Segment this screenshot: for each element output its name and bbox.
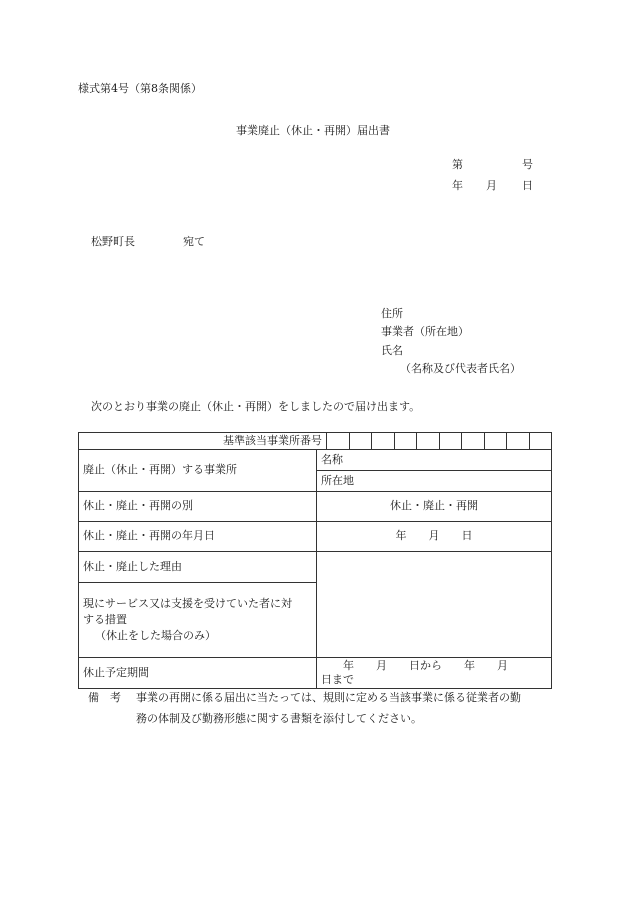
addressee-name: 松野町長 [91,235,135,248]
date-day: 日 [522,179,533,192]
reason-label: 休止・廃止した理由 [79,551,317,582]
type-row [79,491,552,521]
office-number-digit[interactable] [349,433,372,450]
type-label: 休止・廃止・再開の別 [79,491,317,521]
office-number-digit[interactable] [394,433,417,450]
office-number-digit[interactable] [529,433,552,450]
form-number: 様式第4号（第8条関係） [78,82,202,95]
date-year: 年 [452,179,463,192]
notification-table [78,432,552,689]
addressee-ate: 宛て [183,235,205,248]
office-number-label: 基準該当事業所番号 [79,433,327,450]
office-location-label: 所在地 [321,473,354,487]
office-location-field[interactable] [317,470,552,491]
office-number-digit[interactable] [462,433,485,450]
type-value[interactable]: 休止・廃止・再開 [317,491,552,521]
document-title: 事業廃止（休止・再開）届出書 [236,124,390,137]
applicant-address: 住所 [381,307,403,320]
remarks-label: 備 考 [88,691,121,704]
office-name-field[interactable] [317,449,552,470]
measures-label [79,582,317,657]
remarks-line2: 務の体制及び勤務形態に関する書類を添付してください。 [136,712,422,725]
period-label: 休止予定期間 [79,657,317,688]
intro-text: 次のとおり事業の廃止（休止・再開）をしましたので届け出ます。 [91,400,421,413]
office-number-digit[interactable] [327,433,350,450]
period-row [79,657,552,688]
doc-no-go: 号 [522,158,533,171]
measures-label-line3: （休止をした場合のみ） [95,628,216,642]
date-month: 月 [486,179,497,192]
office-number-digit[interactable] [484,433,507,450]
period-value[interactable] [317,657,552,688]
doc-no-dai: 第 [452,158,463,171]
office-number-digit[interactable] [417,433,440,450]
office-number-row [79,433,552,450]
date-row [79,521,552,551]
office-name-row [79,449,552,470]
office-number-digit[interactable] [507,433,530,450]
measures-label-line2: する措置 [83,612,127,626]
measures-label-line1: 現にサービス又は支援を受けていた者に対 [83,597,292,611]
applicant-business: 事業者（所在地） [381,325,469,338]
reason-measures-field[interactable] [317,551,552,657]
office-name-label: 名称 [321,452,343,466]
date-value[interactable]: 年 月 日 [317,521,552,551]
applicant-name-note: （名称及び代表者氏名） [400,362,521,375]
office-number-digit[interactable] [372,433,395,450]
office-label: 廃止（休止・再開）する事業所 [79,449,317,491]
office-number-digit[interactable] [439,433,462,450]
remarks-line1: 事業の再開に係る届出に当たっては、規則に定める当該事業に係る従業者の勤 [136,691,521,704]
reason-row [79,551,552,582]
date-label: 休止・廃止・再開の年月日 [79,521,317,551]
applicant-name: 氏名 [381,344,403,357]
period-value-line2: 日まで [321,672,354,686]
period-value-line1: 年 月 日から 年 月 [343,659,508,673]
